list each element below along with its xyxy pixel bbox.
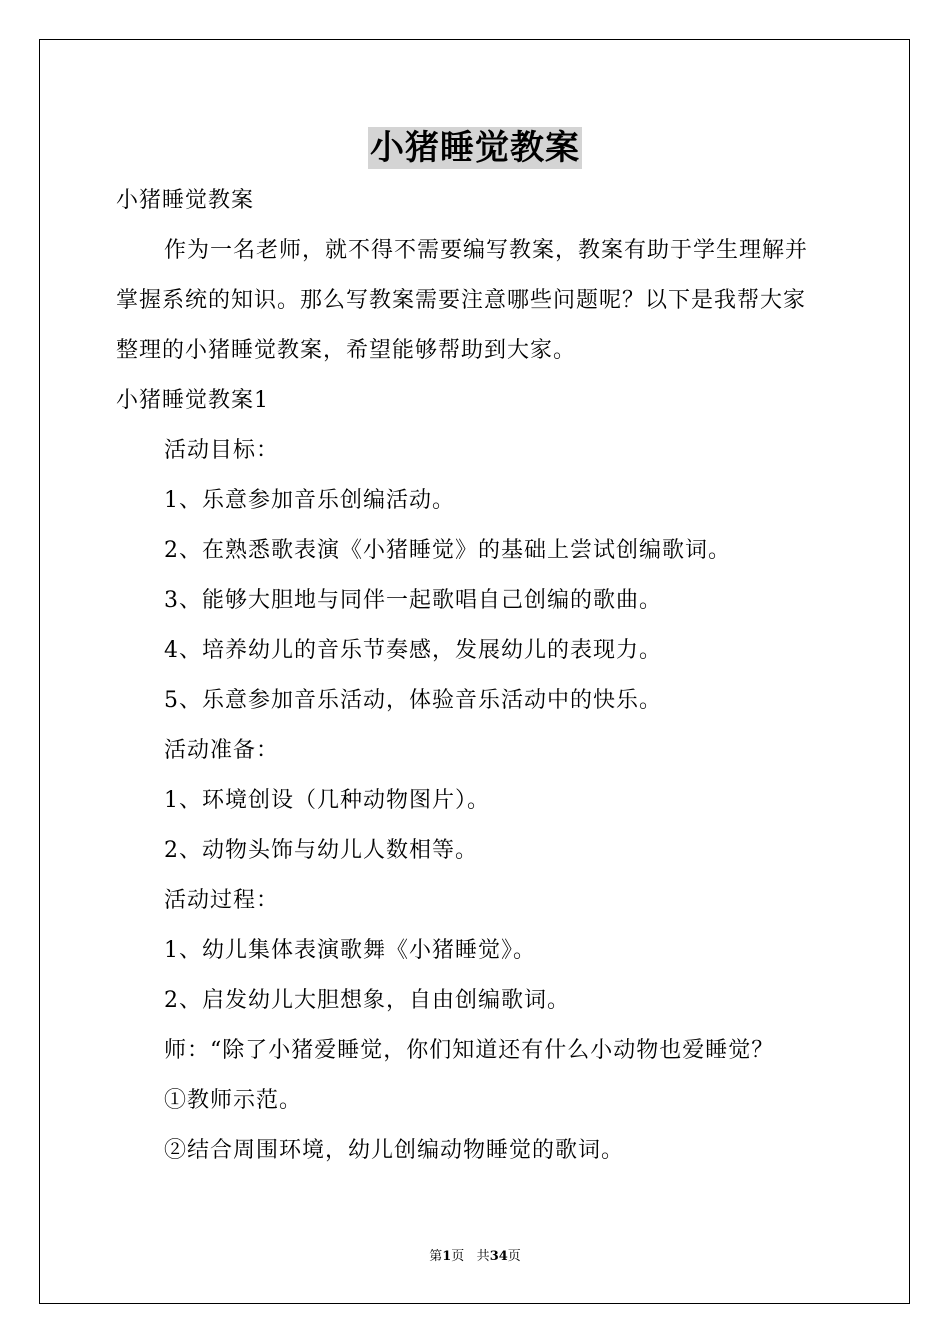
process-item: ①教师示范。: [164, 1088, 303, 1113]
goals-heading: 活动目标：: [164, 438, 280, 463]
title-container: [0, 127, 950, 169]
goal-item: 3、能够大胆地与同伴一起歌唱自己创编的歌曲。: [164, 588, 662, 613]
prep-item: 1、环境创设（几种动物图片）。: [164, 788, 490, 813]
document-title: 小猪睡觉教案: [370, 128, 580, 168]
intro-line-1: 作为一名老师，就不得不需要编写教案，教案有助于学生理解并: [164, 238, 809, 263]
document-body: [116, 176, 836, 1176]
prep-item: 2、动物头饰与幼儿人数相等。: [164, 838, 478, 863]
footer-page-suffix: 页: [451, 1249, 465, 1264]
footer-prefix: 第: [429, 1249, 443, 1264]
process-item: ②结合周围环境，幼儿创编动物睡觉的歌词。: [164, 1138, 625, 1163]
footer-total-prefix: 共: [476, 1249, 490, 1264]
footer-total-suffix: 页: [507, 1249, 521, 1264]
section-heading: 小猪睡觉教案1: [116, 388, 269, 413]
process-heading: 活动过程：: [164, 888, 280, 913]
goal-item: 4、培养幼儿的音乐节奏感，发展幼儿的表现力。: [164, 638, 662, 663]
goal-item: 5、乐意参加音乐活动，体验音乐活动中的快乐。: [164, 688, 662, 713]
page-number: 1: [442, 1249, 452, 1264]
goal-item: 2、在熟悉歌表演《小猪睡觉》的基础上尝试创编歌词。: [164, 538, 731, 563]
subtitle: 小猪睡觉教案: [116, 188, 255, 213]
intro-line-3: 整理的小猪睡觉教案，希望能够帮助到大家。: [116, 338, 577, 363]
process-item: 1、幼儿集体表演歌舞《小猪睡觉》。: [164, 938, 536, 963]
process-item: 师：“除了小猪爱睡觉，你们知道还有什么小动物也爱睡觉？: [164, 1038, 775, 1063]
prep-heading: 活动准备：: [164, 738, 280, 763]
page-footer: [0, 1248, 950, 1266]
process-item: 2、启发幼儿大胆想象，自由创编歌词。: [164, 988, 570, 1013]
intro-line-2: 掌握系统的知识。那么写教案需要注意哪些问题呢？以下是我帮大家: [116, 288, 807, 313]
goal-item: 1、乐意参加音乐创编活动。: [164, 488, 455, 513]
total-pages: 34: [489, 1249, 508, 1264]
